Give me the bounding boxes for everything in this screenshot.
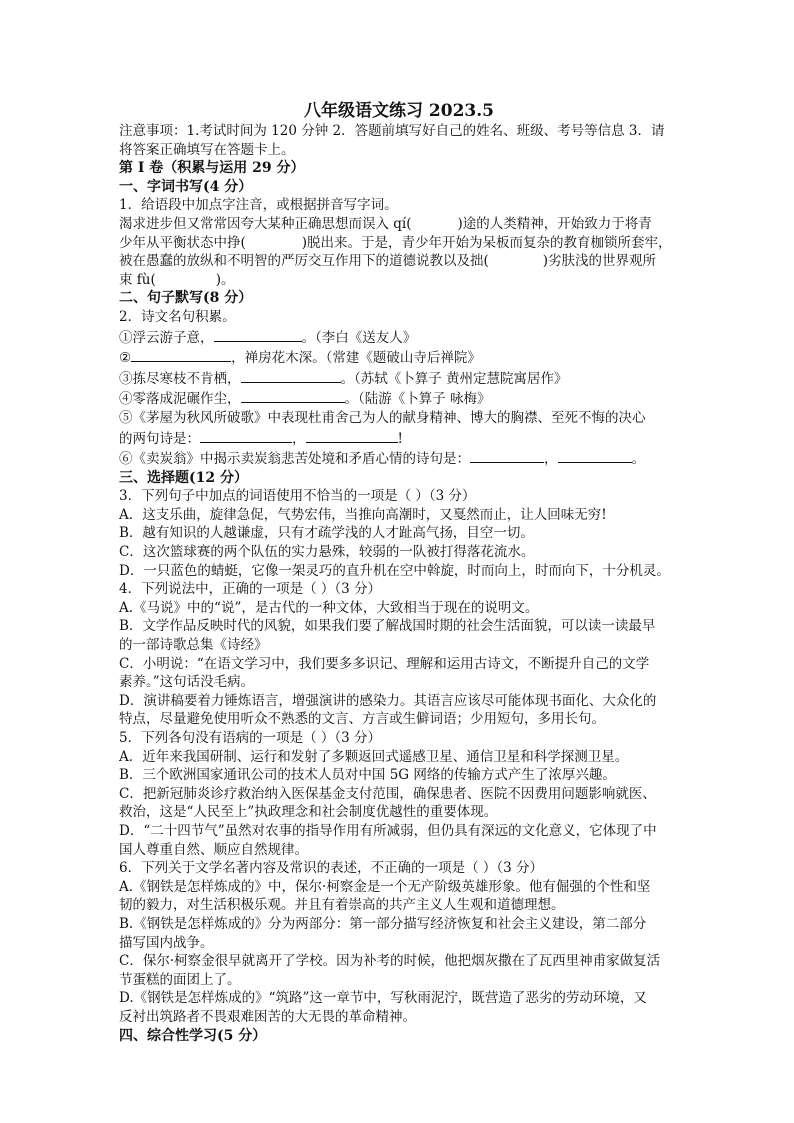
option-line: D．一只蓝色的蜻蜓，它像一架灵巧的直升机在空中斡旋，时而向上，时而向下，十分机灵。 (119, 562, 670, 579)
option-line: D.《钢铁是怎样炼成的》“筑路”这一章节中，写秋雨泥泞，既营造了恶劣的劳动环境，又 (119, 990, 647, 1007)
passage-line (119, 271, 679, 290)
answer-blank[interactable] (241, 388, 345, 403)
section-heading-2: 二、句子默写(8 分） (119, 290, 253, 307)
passage-text: )脱出来。于是，青少年开始为呆板而复杂的教育枷锁所套牢， (301, 234, 672, 251)
poem-text: ⑥《卖炭翁》中揭示卖炭翁悲苦处境和矛盾心情的诗句是： (119, 451, 470, 468)
notice-line-1: 注意事项：1.考试时间为 120 分钟 2．答题前填写好自己的姓名、班级、考号等信息 3．请 (119, 123, 665, 139)
passage-text: 少年从平衡状态中挣( (119, 234, 246, 251)
option-line: 素养。”这句话没毛病。 (119, 674, 255, 691)
passage-text: )劣肤浅的世界观所 (542, 253, 657, 270)
option-line: 国人尊重自然、顺应自然规律。 (119, 841, 308, 858)
option-line: C．小明说：“在语文学习中，我们要多多识记、理解和运用古诗文，不断提升自己的文学 (119, 655, 650, 672)
option-line: 描写国内战争。 (119, 934, 214, 951)
option-line: B．三个欧洲国家通讯公司的技术人员对中国 5G 网络的传输方式产生了浓厚兴趣。 (119, 767, 616, 784)
passage-line (119, 215, 679, 234)
poem-text: ， (544, 451, 558, 468)
poem-item-5-line-2 (119, 428, 679, 449)
option-line: C．把新冠肺炎诊疗救治纳入医保基金支付范围，确保患者、医院不因费用问题影响就医、 (119, 785, 656, 802)
option-line: A．近年来我国研制、运行和发射了多颗返回式遥感卫星、通信卫星和科学探测卫星。 (119, 748, 629, 765)
passage-text: 被在愚蠢的放纵和不明智的严厉交互作用下的道德说教以及拙( (119, 253, 489, 270)
section-heading-1: 一、字词书写(4 分） (119, 178, 253, 195)
poem-text: 。（陆游《卜算子 咏梅》 (344, 391, 491, 408)
option-line: A．这支乐曲，旋律急促，气势宏伟，当推向高潮时，又戛然而止，让人回味无穷! (119, 506, 607, 523)
answer-blank[interactable] (306, 428, 398, 443)
answer-blank[interactable] (470, 448, 544, 463)
passage-text: )途的人类精神，开始致力于将青 (457, 215, 652, 232)
option-line: B．越有知识的人越谦虚，只有才疏学浅的人才趾高气扬，目空一切。 (119, 525, 534, 542)
option-line: 特点，尽量避免使用听众不熟悉的文言、方言或生僻词语；少用短句，多用长句。 (119, 711, 605, 728)
poem-text: ， (292, 430, 306, 447)
passage-line (119, 252, 679, 271)
option-line: C．保尔·柯察金很早就离开了学校。因为补考的时候，他把烟灰撒在了瓦西里神甫家做复活 (119, 953, 661, 970)
poem-text: 。（李白《送友人》 (301, 329, 417, 346)
page-content (119, 100, 679, 1045)
option-line: A.《马说》中的“说”，是古代的一种文体，大致相当于现在的说明文。 (119, 599, 539, 616)
poem-text: ! (397, 430, 403, 447)
passage-line (119, 234, 679, 253)
section-heading-4: 四、综合性学习(5 分） (119, 1027, 267, 1044)
passage-text: )。 (215, 271, 235, 288)
poem-text: ④零落成泥碾作尘， (119, 391, 241, 408)
poem-text: ，禅房花木深。（常建《题破山寺后禅院》 (231, 350, 481, 367)
option-line: 反衬出筑路者不畏艰难困苦的大无畏的革命精神。 (119, 1008, 416, 1025)
option-line: C．这次篮球赛的两个队伍的实力悬殊，较弱的一队被打得落花流水。 (119, 544, 535, 561)
passage-text: 束 fù( (119, 271, 156, 288)
answer-blank[interactable] (200, 428, 292, 443)
poem-text: ③拣尽寒枝不肯栖， (119, 370, 241, 387)
question-2-stem: 2．诗文名句积累。 (119, 308, 236, 325)
poem-item-5-line-1: ⑤《茅屋为秋风所破歌》中表现杜甫舍己为人的献身精神、博大的胸襟、至死不悔的决心 (119, 409, 646, 426)
option-line: 的一部诗歌总集《诗经》 (119, 637, 268, 654)
poem-item-6 (119, 448, 679, 469)
question-line: 3．下列句子中加点的词语使用不恰当的一项是（ ）（3 分） (119, 488, 476, 505)
option-line: 韧的毅力，对生活积极乐观。并且有着崇高的共产主义人生观和道德理想。 (119, 897, 565, 914)
option-line: A.《钢铁是怎样炼成的》中，保尔·柯察金是一个无产阶级英雄形象。他有倔强的个性和坚 (119, 878, 651, 895)
question-line: 5．下列各句没有语病的一项是（ ）（3 分） (119, 730, 382, 746)
option-line: D．演讲稿要着力锤炼语言，增强演讲的感染力。其语言应该尽可能体现书面化、大众化的 (119, 692, 657, 709)
question-line: 4．下列说法中，正确的一项是（ ）（3 分） (119, 581, 382, 598)
poem-text: 。 (631, 451, 645, 468)
notice-line-2: 将答案正确填写在答题卡上。 (119, 141, 295, 158)
poem-item (119, 388, 679, 409)
answer-blank[interactable] (558, 448, 632, 463)
answer-blank[interactable] (131, 347, 231, 362)
question-1-stem: 1．给语段中加点字注音，或根据拼音写字词。 (119, 197, 398, 214)
option-line: 节蛋糕的面团上了。 (119, 971, 241, 988)
poem-text: ② (119, 350, 132, 367)
poem-text: ①浮云游子意， (119, 329, 214, 346)
answer-blank[interactable] (241, 368, 341, 383)
poem-text: 。（苏轼《卜算子 黄州定慧院寓居作》 (340, 370, 568, 387)
question-line: 6．下列关于文学名著内容及常识的表述，不正确的一项是（ ）（3 分） (119, 860, 544, 877)
section-heading-3: 三、选择题(12 分） (119, 469, 248, 486)
poem-item (119, 327, 679, 348)
option-line: 救治，这是“人民至上”执政理念和社会制度优越性的重要体现。 (119, 804, 498, 821)
poem-item (119, 347, 679, 368)
passage-text: 渴求进步但又常常因夸大某种正确思想而误入 qí( (119, 215, 412, 232)
poem-text: 的两句诗是： (119, 430, 200, 447)
option-line: B．文学作品反映时代的风貌，如果我们要了解战国时期的社会生活面貌，可以读一读最早 (119, 618, 656, 635)
part-heading: 第 I 卷（积累与运用 29 分） (119, 160, 305, 177)
answer-blank[interactable] (214, 327, 302, 342)
poem-item (119, 368, 679, 389)
option-line: B.《钢铁是怎样炼成的》分为两部分：第一部分描写经济恢复和社会主义建设，第二部分 (119, 915, 647, 932)
page-title: 八年级语文练习 2023.5 (304, 101, 494, 121)
option-line: D．“二十四节气”虽然对农事的指导作用有所减弱，但仍具有深远的文化意义，它体现了中 (119, 822, 657, 839)
